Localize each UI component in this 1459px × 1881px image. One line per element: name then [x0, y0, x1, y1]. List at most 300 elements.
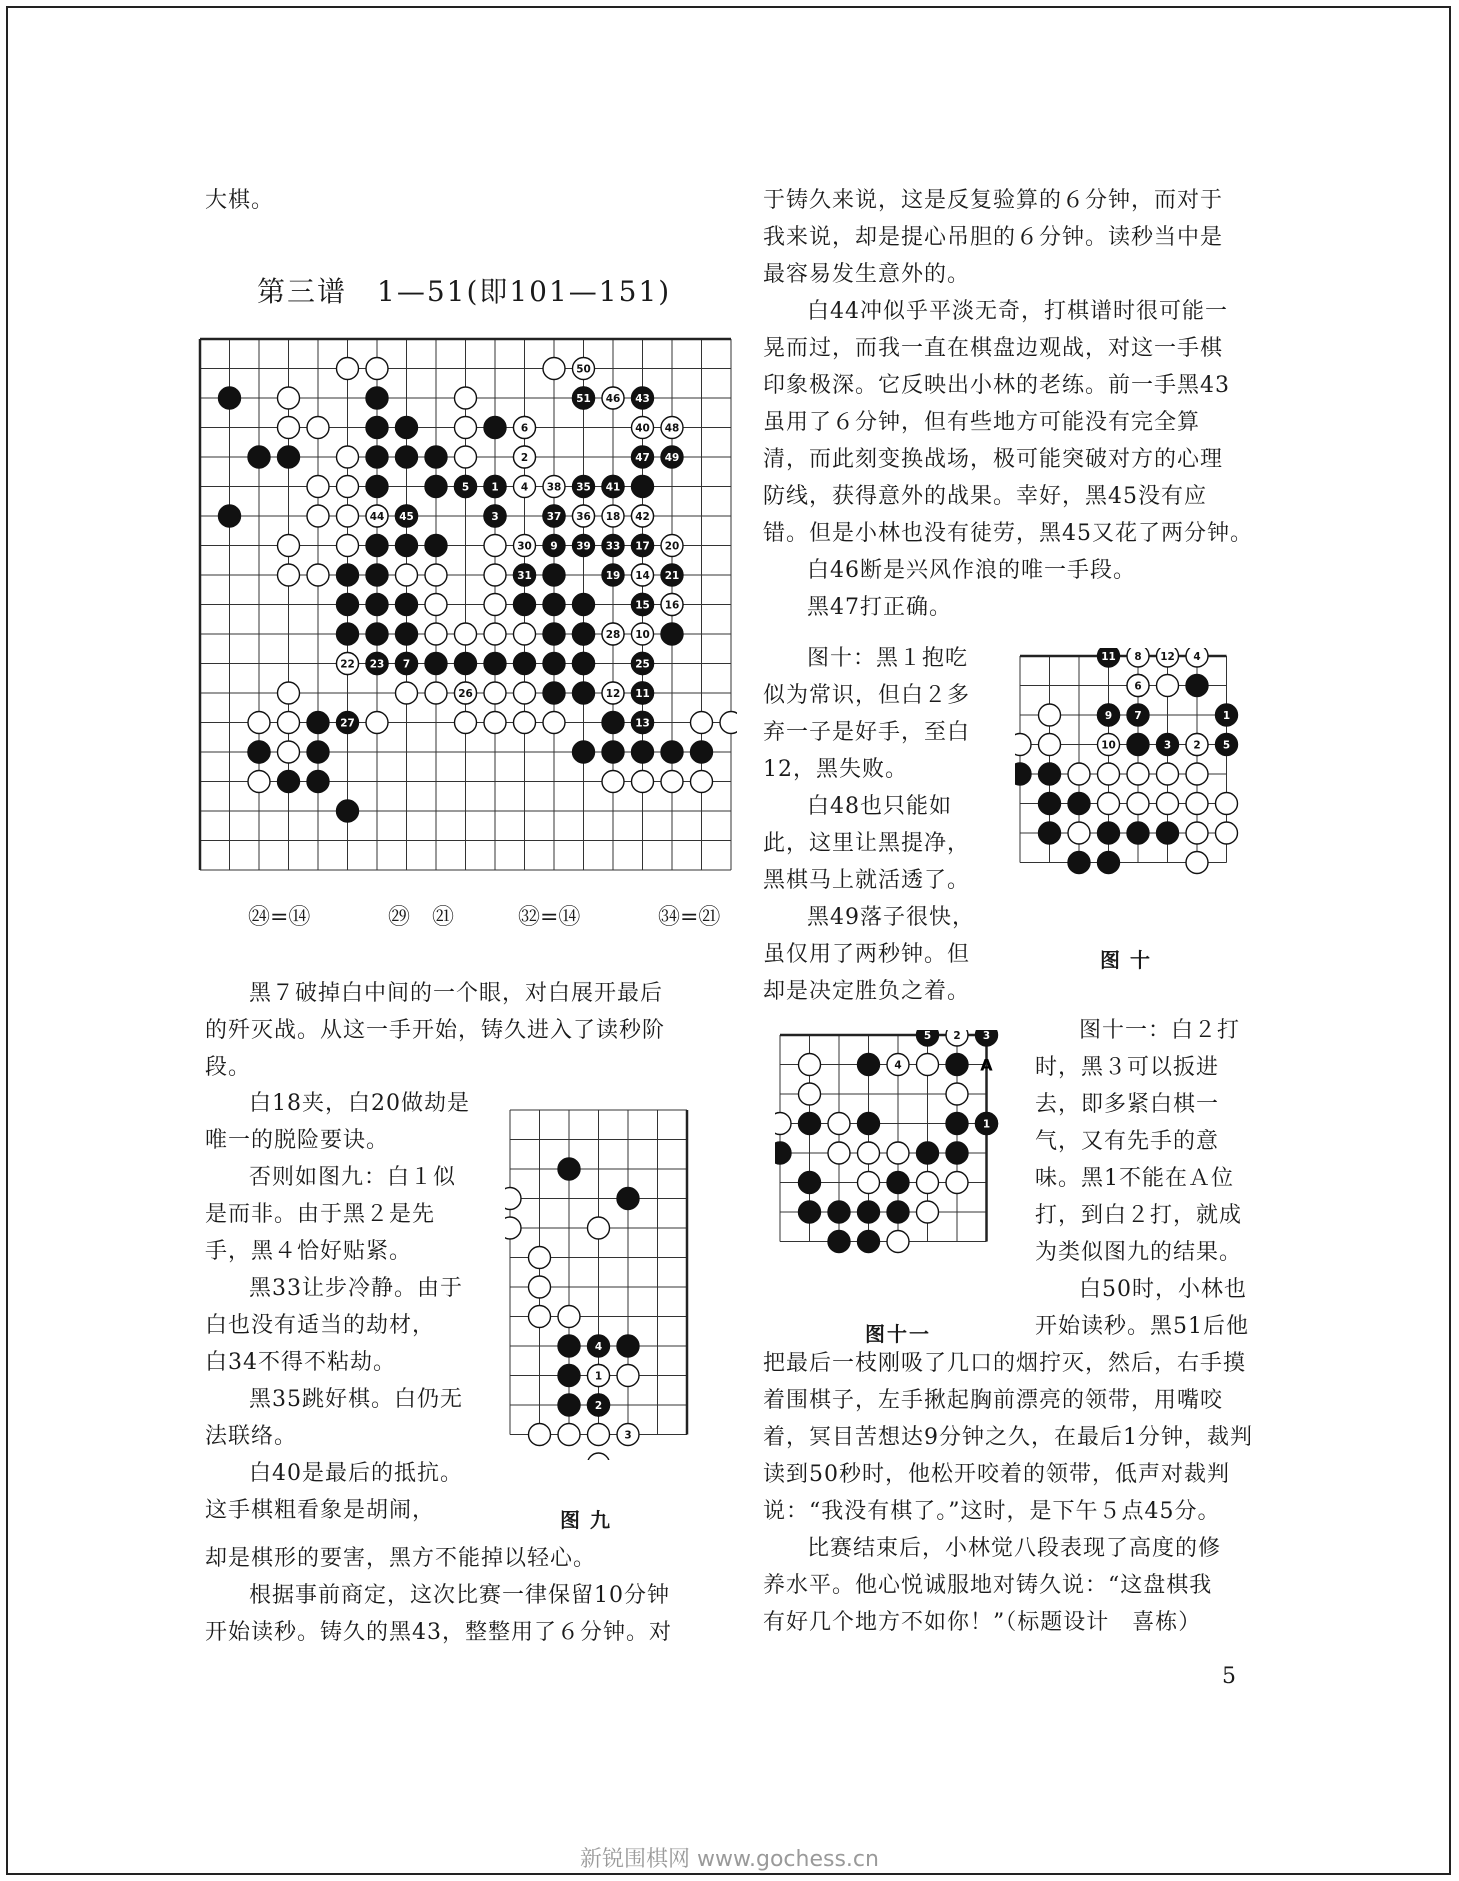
black-stone — [588, 1394, 610, 1416]
black-stone — [691, 741, 713, 763]
black-stone — [366, 387, 388, 409]
white-stone — [396, 564, 418, 586]
svg-text:36: 36 — [576, 511, 591, 523]
white-stone — [514, 476, 536, 498]
white-stone — [632, 564, 654, 586]
black-stone — [484, 653, 506, 675]
svg-text:12: 12 — [605, 688, 621, 700]
black-stone — [573, 594, 595, 616]
svg-text:10: 10 — [635, 629, 650, 641]
white-stone — [337, 653, 359, 675]
paragraph: 这手棋粗看象是胡闹， — [205, 1498, 436, 1523]
black-stone — [858, 1231, 880, 1253]
black-stone — [632, 682, 654, 704]
black-stone — [543, 623, 565, 645]
white-stone — [602, 623, 624, 645]
paragraph: 黑47打正确。 — [807, 595, 952, 620]
black-stone — [307, 741, 329, 763]
black-stone — [573, 476, 595, 498]
white-stone — [278, 682, 300, 704]
white-stone — [588, 1217, 610, 1239]
black-stone — [337, 800, 359, 822]
white-stone — [514, 623, 536, 645]
paragraph: 打，到白２打，就成 — [1035, 1203, 1243, 1228]
paragraph: 图十一：白２打 — [1079, 1018, 1241, 1043]
white-stone — [529, 1247, 551, 1269]
white-stone — [588, 1365, 610, 1387]
right-wrap-block-1 — [763, 640, 1023, 1010]
black-stone — [632, 712, 654, 734]
white-stone — [366, 505, 388, 527]
white-stone — [917, 1172, 939, 1194]
black-stone — [573, 682, 595, 704]
black-stone — [602, 535, 624, 557]
paragraph: 根据事前商定，这次比赛一律保留10分钟 — [249, 1583, 670, 1608]
black-stone — [1098, 822, 1120, 844]
paragraph: 似为常识，但白２多 — [763, 683, 971, 708]
paragraph: 白18夹，白20做劫是 — [249, 1091, 470, 1116]
white-stone — [617, 1365, 639, 1387]
white-stone — [632, 771, 654, 793]
first-line: 大棋。 — [205, 188, 275, 213]
white-stone — [661, 771, 683, 793]
black-stone — [799, 1172, 821, 1194]
paragraph: 比赛结束后，小林觉八段表现了高度的修 — [807, 1536, 1222, 1561]
black-stone — [946, 1054, 968, 1076]
left-text-block — [205, 975, 715, 1086]
paragraph: 气，又有先手的意 — [1035, 1129, 1220, 1154]
white-stone — [632, 623, 654, 645]
white-stone — [1186, 822, 1208, 844]
black-stone — [1157, 734, 1179, 756]
black-stone — [661, 623, 683, 645]
paragraph: 虽仅用了两秒钟。但 — [763, 942, 971, 967]
black-stone — [337, 594, 359, 616]
paragraph: 法联络。 — [205, 1424, 298, 1449]
svg-text:7: 7 — [1134, 710, 1142, 722]
point-label-a: A — [980, 1055, 993, 1075]
black-stone — [307, 712, 329, 734]
white-stone — [455, 417, 477, 439]
paragraph: 为类似图九的结果。 — [1035, 1240, 1243, 1265]
white-stone — [337, 535, 359, 557]
white-stone — [828, 1113, 850, 1135]
black-stone — [887, 1172, 909, 1194]
black-stone — [425, 476, 447, 498]
black-stone — [617, 1335, 639, 1357]
black-stone — [543, 535, 565, 557]
paragraph: 12，黑失败。 — [763, 757, 908, 782]
black-stone — [1127, 734, 1149, 756]
white-stone — [1039, 704, 1061, 726]
figure-11-board — [775, 1030, 1025, 1275]
white-stone — [484, 594, 506, 616]
svg-text:26: 26 — [458, 688, 473, 700]
right-top-block — [763, 182, 1273, 626]
paragraph: 最容易发生意外的。 — [763, 262, 971, 287]
black-stone — [828, 1231, 850, 1253]
white-stone — [1098, 793, 1120, 815]
paragraph: 黑棋马上就活透了。 — [763, 868, 971, 893]
white-stone — [514, 712, 536, 734]
white-stone — [602, 682, 624, 704]
black-stone — [1015, 763, 1031, 785]
svg-text:2: 2 — [594, 1400, 603, 1412]
svg-text:5: 5 — [461, 481, 470, 494]
paragraph: 却是决定胜负之着。 — [763, 979, 971, 1004]
black-stone — [366, 446, 388, 468]
black-stone — [425, 535, 447, 557]
black-stone — [514, 564, 536, 586]
svg-text:28: 28 — [605, 629, 621, 641]
white-stone — [1127, 675, 1149, 697]
paragraph: 图十：黑１抱吃 — [807, 646, 969, 671]
svg-text:23: 23 — [369, 658, 385, 671]
black-stone — [1068, 793, 1090, 815]
svg-text:8: 8 — [1134, 651, 1142, 663]
paragraph: 弃一子是好手，至白 — [763, 720, 971, 745]
black-stone — [602, 564, 624, 586]
white-stone — [1039, 734, 1061, 756]
paragraph: 错。但是小林也没有徒劳，黑45又花了两分钟。 — [763, 521, 1253, 546]
white-stone — [1068, 822, 1090, 844]
paragraph: 白50时，小林也 — [1079, 1277, 1247, 1302]
white-stone — [617, 1424, 639, 1446]
footnote-item: ㉜=⑭ — [518, 905, 581, 930]
black-stone — [366, 564, 388, 586]
white-stone — [1157, 763, 1179, 785]
white-stone — [514, 682, 536, 704]
white-stone — [455, 712, 477, 734]
black-stone — [366, 535, 388, 557]
svg-text:3: 3 — [491, 511, 499, 523]
paragraph: 防线，获得意外的战果。幸好，黑45没有应 — [763, 484, 1207, 509]
svg-text:20: 20 — [664, 540, 680, 553]
black-stone — [1098, 704, 1120, 726]
svg-text:5: 5 — [923, 1030, 932, 1042]
paragraph: 手，黑４恰好贴紧。 — [205, 1239, 413, 1264]
black-stone — [632, 653, 654, 675]
white-stone — [337, 505, 359, 527]
left-bottom-block — [205, 1540, 715, 1651]
paragraph: 晃而过，而我一直在棋盘边观战，对这一手棋 — [763, 336, 1224, 361]
paragraph: 白48也只能如 — [807, 794, 952, 819]
black-stone — [366, 476, 388, 498]
white-stone — [661, 594, 683, 616]
black-stone — [1039, 763, 1061, 785]
svg-text:25: 25 — [635, 658, 650, 671]
paragraph: 味。黑1不能在Ａ位 — [1035, 1166, 1234, 1191]
white-stone — [278, 564, 300, 586]
black-stone — [484, 417, 506, 439]
white-stone — [1015, 734, 1031, 756]
white-stone — [632, 505, 654, 527]
black-stone — [1039, 793, 1061, 815]
white-stone — [1098, 734, 1120, 756]
black-stone — [219, 387, 241, 409]
white-stone — [602, 771, 624, 793]
white-stone — [529, 1276, 551, 1298]
paragraph: 黑35跳好棋。白仍无 — [249, 1387, 463, 1412]
svg-text:40: 40 — [635, 422, 650, 435]
white-stone — [946, 1172, 968, 1194]
black-stone — [543, 594, 565, 616]
black-stone — [573, 653, 595, 675]
black-stone — [514, 594, 536, 616]
svg-text:44: 44 — [369, 511, 385, 523]
black-stone — [219, 505, 241, 527]
paragraph: 清，而此刻变换战场，极可能突破对方的心理 — [763, 447, 1224, 472]
paragraph: 养水平。他心悦诚服地对铸久说：“这盘棋我 — [763, 1573, 1213, 1598]
black-stone — [632, 535, 654, 557]
white-stone — [278, 417, 300, 439]
white-stone — [1186, 734, 1208, 756]
svg-text:33: 33 — [605, 540, 621, 553]
white-stone — [1157, 793, 1179, 815]
paragraph: 着，冥目苦想达9分钟之久，在最后1分钟，裁判 — [763, 1425, 1253, 1450]
black-stone — [1068, 852, 1090, 874]
paragraph: 黑33让步冷静。由于 — [249, 1276, 463, 1301]
svg-text:6: 6 — [1134, 680, 1142, 693]
black-stone — [602, 712, 624, 734]
white-stone — [425, 564, 447, 586]
black-stone — [484, 476, 506, 498]
white-stone — [278, 741, 300, 763]
svg-text:30: 30 — [517, 540, 532, 553]
white-stone — [425, 594, 447, 616]
white-stone — [1186, 648, 1208, 667]
white-stone — [307, 564, 329, 586]
svg-text:2: 2 — [1193, 739, 1201, 752]
svg-text:9: 9 — [1104, 710, 1113, 722]
white-stone — [661, 417, 683, 439]
black-stone — [976, 1030, 998, 1046]
black-stone — [573, 623, 595, 645]
white-stone — [661, 535, 683, 557]
white-stone — [573, 505, 595, 527]
footnote-item: ㉔=⑭ — [248, 905, 311, 930]
white-stone — [484, 712, 506, 734]
svg-text:13: 13 — [635, 717, 650, 730]
white-stone — [858, 1142, 880, 1164]
svg-text:47: 47 — [635, 452, 650, 464]
black-stone — [588, 1335, 610, 1357]
white-stone — [307, 476, 329, 498]
svg-text:41: 41 — [605, 481, 621, 494]
svg-text:11: 11 — [635, 688, 650, 700]
black-stone — [917, 1142, 939, 1164]
white-stone — [529, 1424, 551, 1446]
svg-text:2: 2 — [520, 452, 529, 464]
svg-text:10: 10 — [1101, 739, 1116, 752]
figure-9-caption: 图九 — [560, 1508, 620, 1532]
right-bottom-block — [763, 1345, 1273, 1641]
black-stone — [1157, 822, 1179, 844]
black-stone — [573, 387, 595, 409]
white-stone — [455, 682, 477, 704]
svg-text:4: 4 — [520, 481, 529, 494]
black-stone — [396, 535, 418, 557]
black-stone — [632, 387, 654, 409]
black-stone — [396, 505, 418, 527]
svg-text:1: 1 — [491, 481, 499, 494]
white-stone — [602, 387, 624, 409]
figure-10-board — [1015, 648, 1265, 903]
black-stone — [661, 446, 683, 468]
white-stone — [484, 682, 506, 704]
black-stone — [396, 623, 418, 645]
white-stone — [1216, 793, 1238, 815]
black-stone — [366, 417, 388, 439]
white-stone — [455, 623, 477, 645]
paragraph: 白46断是兴风作浪的唯一手段。 — [807, 558, 1136, 583]
svg-text:35: 35 — [576, 481, 591, 494]
paragraph: 白34不得不粘劫。 — [205, 1350, 396, 1375]
black-stone — [858, 1201, 880, 1223]
svg-text:2: 2 — [953, 1030, 961, 1042]
svg-text:16: 16 — [664, 599, 680, 612]
black-stone — [455, 653, 477, 675]
svg-text:7: 7 — [402, 658, 411, 671]
black-stone — [887, 1201, 909, 1223]
svg-text:4: 4 — [594, 1341, 603, 1353]
svg-text:50: 50 — [576, 363, 591, 376]
paragraph: 段。 — [205, 1055, 252, 1080]
white-stone — [558, 1306, 580, 1328]
black-stone — [278, 771, 300, 793]
svg-text:37: 37 — [546, 511, 562, 523]
white-stone — [1216, 822, 1238, 844]
white-stone — [917, 1201, 939, 1223]
black-stone — [455, 476, 477, 498]
white-stone — [514, 446, 536, 468]
svg-text:45: 45 — [399, 511, 414, 523]
paragraph: 有好几个地方不如你！”（标题设计 喜栋） — [763, 1610, 1202, 1635]
paragraph: 读到50秒时，他松开咬着的领带，低声对裁判 — [763, 1462, 1230, 1487]
black-stone — [396, 594, 418, 616]
white-stone — [1127, 793, 1149, 815]
white-stone — [248, 712, 270, 734]
svg-text:48: 48 — [664, 422, 680, 435]
paragraph: 否则如图九：白１似 — [249, 1165, 457, 1190]
black-stone — [396, 653, 418, 675]
black-stone — [976, 1113, 998, 1135]
black-stone — [799, 1201, 821, 1223]
white-stone — [720, 712, 737, 734]
paragraph: 把最后一枝刚吸了几口的烟拧灭，然后，右手摸 — [763, 1351, 1247, 1376]
svg-text:31: 31 — [517, 570, 532, 582]
svg-text:46: 46 — [605, 393, 621, 405]
left-wrap-block — [205, 1085, 505, 1529]
white-stone — [396, 682, 418, 704]
white-stone — [1186, 852, 1208, 874]
black-stone — [1127, 704, 1149, 726]
white-stone — [455, 387, 477, 409]
svg-text:21: 21 — [664, 570, 680, 582]
svg-text:51: 51 — [576, 393, 591, 405]
white-stone — [828, 1142, 850, 1164]
white-stone — [799, 1083, 821, 1105]
white-stone — [484, 623, 506, 645]
white-stone — [1127, 648, 1149, 667]
white-stone — [455, 446, 477, 468]
white-stone — [514, 535, 536, 557]
white-stone — [248, 771, 270, 793]
paragraph: 我来说，却是提心吊胆的６分钟。读秒当中是 — [763, 225, 1224, 250]
black-stone — [632, 476, 654, 498]
svg-text:27: 27 — [340, 717, 355, 730]
white-stone — [1186, 793, 1208, 815]
svg-text:18: 18 — [605, 511, 621, 523]
black-stone — [1127, 822, 1149, 844]
white-stone — [887, 1231, 909, 1253]
diagram-heading: 第三谱 1—51(即101—151) — [257, 275, 672, 308]
white-stone — [588, 1424, 610, 1446]
black-stone — [602, 476, 624, 498]
svg-text:39: 39 — [576, 540, 591, 553]
black-stone — [1039, 822, 1061, 844]
black-stone — [799, 1113, 821, 1135]
paragraph: 去，即多紧白棋一 — [1035, 1092, 1220, 1117]
white-stone — [1186, 763, 1208, 785]
black-stone — [543, 505, 565, 527]
main-go-board — [197, 335, 737, 875]
black-stone — [484, 505, 506, 527]
paragraph: 于铸久来说，这是反复验算的６分钟，而对于 — [763, 188, 1224, 213]
svg-text:3: 3 — [982, 1030, 991, 1042]
svg-text:12: 12 — [1160, 651, 1175, 663]
black-stone — [828, 1201, 850, 1223]
paragraph: 说：“我没有棋了。”这时，是下午５点45分。 — [763, 1499, 1221, 1524]
white-stone — [337, 446, 359, 468]
page-number: 5 — [1222, 1664, 1236, 1689]
white-stone — [278, 387, 300, 409]
white-stone — [858, 1172, 880, 1194]
black-stone — [1216, 704, 1238, 726]
black-stone — [602, 741, 624, 763]
black-stone — [543, 682, 565, 704]
white-stone — [425, 623, 447, 645]
black-stone — [366, 653, 388, 675]
footnote-item: ㉙ ㉑ — [388, 905, 455, 930]
black-stone — [425, 446, 447, 468]
white-stone — [588, 1453, 610, 1460]
white-stone — [1157, 675, 1179, 697]
black-stone — [1216, 734, 1238, 756]
paragraph: 白40是最后的抵抗。 — [249, 1461, 463, 1486]
black-stone — [558, 1394, 580, 1416]
black-stone — [632, 446, 654, 468]
black-stone — [1186, 675, 1208, 697]
white-stone — [775, 1113, 791, 1135]
site-watermark: 新锐围棋网 www.gochess.cn — [580, 1847, 879, 1872]
black-stone — [543, 653, 565, 675]
white-stone — [602, 505, 624, 527]
paragraph: 着围棋子，左手揪起胸前漂亮的领带，用嘴咬 — [763, 1388, 1224, 1413]
white-stone — [887, 1142, 909, 1164]
white-stone — [887, 1054, 909, 1076]
white-stone — [1157, 648, 1179, 667]
black-stone — [573, 741, 595, 763]
paragraph: 黑７破掉白中间的一个眼，对白展开最后 — [249, 981, 664, 1006]
white-stone — [505, 1188, 521, 1210]
figure-11-caption: 图十一 — [865, 1322, 931, 1346]
black-stone — [558, 1365, 580, 1387]
black-stone — [558, 1158, 580, 1180]
paragraph: 是而非。由于黑２是先 — [205, 1202, 436, 1227]
paragraph: 开始读秒。黑51后他 — [1035, 1314, 1249, 1339]
black-stone — [858, 1054, 880, 1076]
